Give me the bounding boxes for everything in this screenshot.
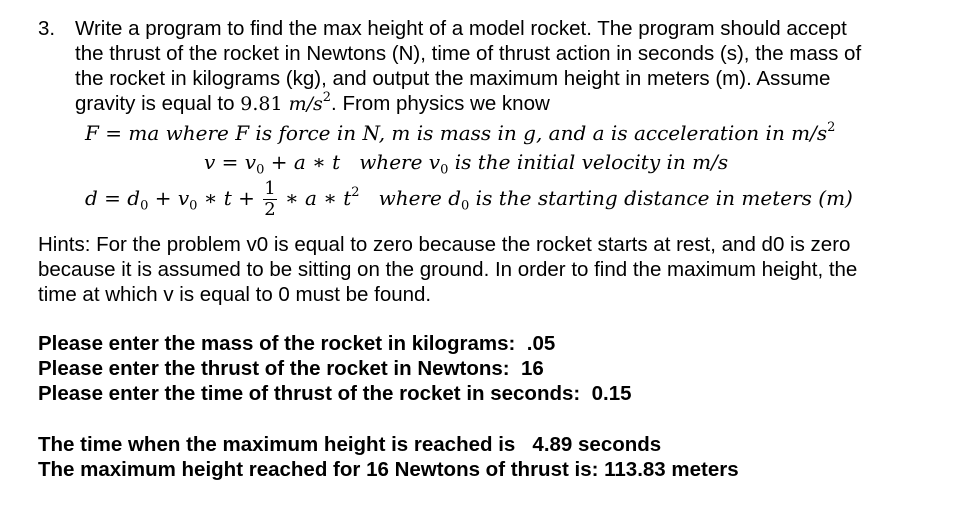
problem-line: Write a program to find the max height of a model rocket. The program should accept <box>75 17 847 40</box>
fraction-denominator: 2 <box>264 199 276 220</box>
prompt-mass-label: Please enter the mass of the rocket in kilograms: <box>38 332 516 355</box>
equation-distance-sub2: 0 <box>189 198 198 214</box>
problem-line: the thrust of the rocket in Newtons (N), time of thrust action in seconds (s), the mass of <box>75 42 862 65</box>
result-time-label: The time when the maximum height is reached is <box>38 433 516 456</box>
gravity-prefix: gravity is equal to <box>75 92 241 115</box>
equation-distance-mid3: ∗ a ∗ t <box>278 186 352 210</box>
equation-velocity-lhs: v = v <box>204 150 257 174</box>
equation-velocity-rhs: + a ∗ t <box>264 150 341 174</box>
fraction-one-half <box>263 180 276 219</box>
equation-velocity <box>204 150 729 178</box>
problem-number: 3. <box>38 17 56 40</box>
equation-distance-text-sub: 0 <box>461 198 470 214</box>
hints-paragraph <box>38 232 857 307</box>
prompt-mass <box>38 332 555 356</box>
equation-distance-sub1: 0 <box>140 198 149 214</box>
equation-velocity-text: where v <box>359 150 441 174</box>
hints-line: because it is assumed to be sitting on the ground. In order to find the maximum height, the <box>38 258 858 281</box>
equation-distance-mid2: ∗ t + <box>197 186 262 210</box>
prompt-time <box>38 382 632 406</box>
result-height <box>38 458 739 482</box>
fraction-numerator: 1 <box>264 178 276 199</box>
equation-distance-mid1: + v <box>148 186 190 210</box>
prompt-time-label: Please enter the time of thrust of the rocket in seconds: <box>38 382 581 405</box>
gravity-exponent: 2 <box>322 89 332 105</box>
equation-distance <box>85 180 853 219</box>
hints-line: time at which v is equal to 0 must be found. <box>38 283 432 306</box>
gravity-unit: m/s <box>288 93 323 115</box>
hints-line: Hints: For the problem v0 is equal to zero because the rocket starts at rest, and d0 is zero <box>38 233 851 256</box>
equation-force-lhs: F = ma <box>85 121 160 145</box>
result-time-value: 4.89 seconds <box>532 433 662 456</box>
gravity-value: 9.81 <box>240 93 283 115</box>
result-height-label: The maximum height reached for 16 Newtons of thrust is: <box>38 458 599 481</box>
prompt-mass-value: .05 <box>526 332 556 355</box>
equation-velocity-sub: 0 <box>256 162 265 178</box>
equation-velocity-text-sub: 0 <box>440 162 449 178</box>
equation-distance-exponent: 2 <box>351 184 360 200</box>
prompt-time-value: 0.15 <box>591 382 632 405</box>
result-height-value: 113.83 meters <box>604 458 739 481</box>
equation-force-exponent: 2 <box>827 119 836 135</box>
gravity-suffix: . From physics we know <box>331 92 550 115</box>
equation-force <box>85 121 835 145</box>
problem-statement <box>75 16 861 117</box>
equation-velocity-text-rest: is the initial velocity in m/s <box>448 150 729 174</box>
prompt-thrust-label: Please enter the thrust of the rocket in Newtons: <box>38 357 510 380</box>
equation-distance-lhs: d = d <box>85 186 141 210</box>
prompt-thrust <box>38 357 544 381</box>
equation-force-text: where F is force in N, m is mass in g, and a is acceleration in m/s <box>165 121 828 145</box>
equation-distance-text: where d <box>378 186 462 210</box>
equation-distance-text-rest: is the starting distance in meters (m) <box>469 186 853 210</box>
result-time <box>38 433 661 457</box>
prompt-thrust-value: 16 <box>521 357 544 380</box>
problem-line: the rocket in kilograms (kg), and output the maximum height in meters (m). Assume <box>75 67 831 90</box>
gravity-line <box>75 91 861 117</box>
